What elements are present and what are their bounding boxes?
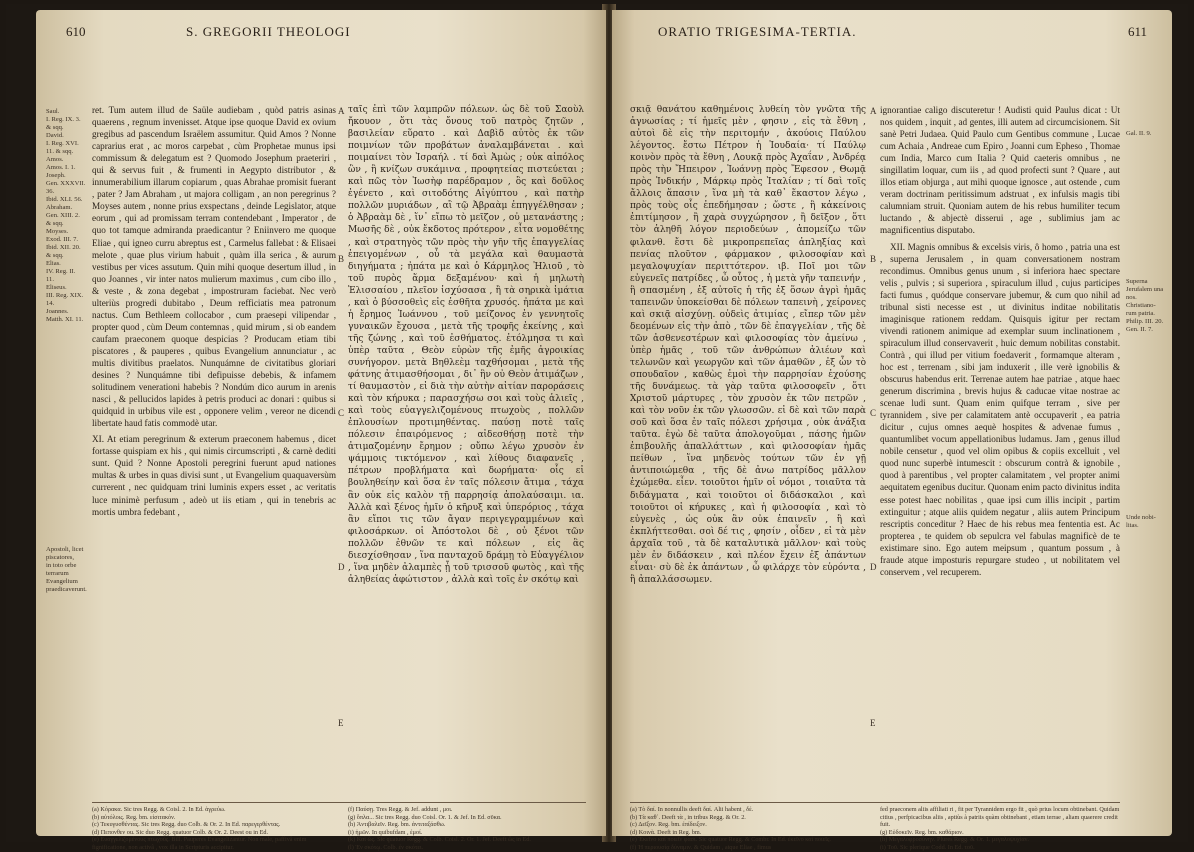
footnote-rule (630, 802, 1120, 803)
right-footnotes-greek: (a) Τὸ δαί. In nonnullis deeft δαί. Alii habent , δέ. (b) Τὰ καθ᾽. Deeft τὰ , in tribus Regg. & Or. 2. (c) Δεῖξον. Reg. bm. ἐπίδειξον. (d) Κοινὰ. Deeft in Reg. bm. (e) Ἐκεῖνο καὶ ποιεῖν φασι. Sic quatuor Regg. & Combr. In Ed. ἐκεῖνο καὶ ποιεῖς. (f) Ἠ περιουσίᾳ δύναμιν. & Quidam , atque Eliae , fimus (630, 806, 831, 851)
column-letter: D (870, 562, 877, 572)
column-letter: A (338, 106, 345, 116)
right-greek-column: σκιᾷ θανάτου καθημένοις λυθείη τὸν γνῶτα τῆς ἀγνωσίας ; τί ἡμεῖς μὲν , φησιν , εἰς τὰ ἔθνη , αὐτοὶ δὲ εἰς τὴν περιτομήν , ἀκούοις Παύλου λέγοντος. ἔστω Πέτρον ἡ Ἰουδαία· τί Παύλῳ κοινὸν πρὸς τὰ ἔθνη , Λουκᾷ πρὸς Ἀχαΐαν , Ἀνδρέᾳ πρὸς τὴν Ἤπειρον , Ἰωάννῃ πρὸς Ἔφεσον , Θωμᾷ πρὸς Ἰνδικήν , Μάρκῳ πρὸς Ἰταλίαν ; τί δαὶ τοῖς ἄλλοις ἅπασιν , ἵνα μὴ τὰ καθ᾽ ἕκαστον λέγω , πρὸς τοὺς οἷς ἐπεδήμησαν ; ὥστε , ἢ κἀκείνοις ἐπιτίμησον , ἢ χαρὰ συγχώρησον , ἢ δεῖξον , ὅτι τὸν ἀληθῆ λόγον περιοδεύων , ἀπομείζω τῶν φιλανθ. ἔστι δὲ μικροπρεπεῖας ἀπληξίας καὶ πενίας πλοῦτον , φάρμακον , φιλοσοφίαν καὶ μεγαλοψυχίαν περιττότερον. ιβ. Ποῖ μοι τῶν εὐγενεῖς πατρίδες , ὦ οὗτος , ἡ μετὰ γῆν ταπεινήν , ἣ σπασμένη , ἐξ αὐτοῖς ἡ τῆς ἐξ ὅσων ἀγρὶ ἡμᾶς ταπεινῶν ὑποκείσθαι δὲ πόλεων ταπεινὴ , χείρονες καὶ σκιᾷ αἰσχύνῃ. οὐδεὶς ἀτιμίας , εἴπερ τῶν μὲν δεομένων εἰς τὴν ἀπὸ , τῶν δὲ ἐπαγγελίαν , τῆς δὲ τῶν ἀσθενεστέρων καὶ φιλοσοφίας τὸν ἀμείνω , ὑπὲρ ἡμᾶς , τοῦ τῶν ἀνθρώπων ἁλιέων καὶ τελωνῶν καὶ γεωργῶν καὶ τῶν ἀμαθῶν , ἐξ ὧν τὸ σπουδαῖον , καθὼς ἐμοὶ τὴν παρρησίαν ἐχούσης τῆς δυνάμεως. τὰ γὰρ ταῦτα φιλοσοφεῖν , ὅτι Χριστοῦ μάρτυρες , τὸν χρυσὸν ἐκ τῶν πετρῶν , καὶ τὸν νοῦν ἐκ τῶν γλωσσῶν. εἰ δὲ καὶ τῶν παρὰ σοῦ καὶ ὅσα ἐν ταῖς πόλεσι χρήσιμα , οὐκ ἀνάξια ταῦτα. ἐγὼ δὲ ταῦτα ἀπολογοῦμαι , πάσης ἡμῶν ἐπιβουλῆς ἀπαλλάττων , καὶ φιλοσοφίαν ἡμᾶς πείθων , ἵνα μηδενὸς τούτων τῶν ἐν γῇ ἀντιποιώμεθα , τῆς δὲ ἀνω πατρίδος μᾶλλον ἐχώμεθα. εἶεν. τοιοῦτοι ἡμῖν οἱ νόμοι , τοιαῦτα τὰ διδάγματα , καὶ τοιοῦτοι οἱ διδάσκαλοι , καὶ τοιοῦτοι οἱ κήρυκες , καὶ ἡ φιλοσοφία , καὶ τὸ εὐγενὲς , ὡς οὐκ ἂν οὐκ ἐπαινεῖν , ἢ καὶ ἐκπλήττεσθαι. σοὶ δέ τις , φησίν , οἶδεν , εἰ τὰ μὲν ἀρχαῖα τοῦ , τὰ δὲ καταλυτικὰ μᾶλλον· καὶ τοὺς μὲν ἐν διδάσκειν , καὶ πλέον ἔχειν ἐξ ἁπάντων εἶναι· σὺ δὲ ἐκ ἀπάντων , ὦ φιλάρχε τὸν εὑρόντα , ἢ ἀπαλλάσσωμεν. (630, 105, 866, 585)
latin-paragraph: ret. Tum autem illud de Saüle audiebam , quòd patris asinas quaerens , regnum invenisset. Atque ipse quoque David ex ovium gregibus ad pascendum Israëlem assumitur. Quid Amos ? Nonne caprarius erat , ac moros carpebat , cùm Prophetae munus ipsi commissum & delegatum est ? Quomodo Josephum praeteriri , qui & servus fuit , & frumenti in Aegypto distributor , & innumerabilium illarum copiarum , quas Abrahae promisit fuerant , pater ? Jam Abraham , ut majora colligam , an non peregrinus ? Moyses autem , nonne prius exspectans , deinde Legislator, atque eorum , qui ad promissam terram contendebant , Imperator , de quo tot tamque admiranda praedicantur ? Eniinvero me quoque Eliae , qui igneo curru abreptus est , Carmelus fallebat : & Elisaei melote , quae plus virium habuit , quàm illa serica , & aurum vestibus per vices assutum. Quin mihi quoque desertum illud , in quo Joannes , vir inter natos mulierum maximus , cum cibo illo , & veste , & zona degebat , impostruram faciebat. Nec verò ulteriùs progredi dubitabo , Deum refficiatis mea patronum nactus. Cum Bethleem collocabor , cum praesepi vilipendar , propter quod , cùm Deum contemnas , quid mirum , si ob eandem caufam praeconem quoque despicias ? Producam etiam tibi piscatores , & pauperes , quibus Evangelium annunciatur , ac multis divitibus praelatos. Nunquámne de civitatibus gloriari desines ? Nunquámne tibi defipuisse debebis, & infamem solitudinem venerationi habebis ? Nondúm dico aurum in arenis nasci , & pellucidos lapides à petris produci ac donari : quibus si quidquid in urbibus vile est , opponere velim , vereor ne dicendi libertate haud fatis commodè utar. (92, 105, 336, 429)
column-letter: A (870, 106, 877, 116)
left-footnotes-greek: (f) Παύσῃ. Tres Regg. & Jef. addunt , μοι. (g) ὅπλα... Sic tres Regg. duo Coisl. Or. 1. & Jef. In Ed. σῦκα. (h) Ἀντιβαλεῖν. Reg. bm. ἀντιταξάσθω. (i) ἡμῶν. In quibufdam , ἐμοί. (k) Καὶ ὥς. Sic quatuor Regg. & Colb. Coisl. 2. Or. 1. Jef. Deeft ὥς in Ed. (l) Ἐν σκότῳ. Colb. ἐν σκότει. (348, 806, 531, 851)
latin-paragraph: XII. Magnis omnibus & excelsis viris, ô homo , patria una est , superna Jerusalem , in quam conversationem nostram recondimus. Omnibus genus unum , si inferiora haec spectare velis , pulvis ; si superiora , spiraculum illud , cujus participes facti fumus , quódque conservare jubemur, & cum quo nihil ad tribunal sisti necesse est , ut divinitus inditae nobilitatis imaginisque rationem reddam. Quisquis igitur per rectam vivendi rationem animique ad exemplar suum inclinationem , spiraculum illud conservaverit , huic demum nobilitas constabit. Contrà , qui illud per vitium foedaverit , formamque alteram , hoc est , terrenam , sibi jam induxerit , ille verè ignobilis & obscurus habendus erit. Terrenae autem hae patriae , atque haec generum discrimina , brevis hujus & caducae vitae nostrae ac scenae ludi sunt. Quam enim quifque terram , sive per tyrannidem , sive per calamitatem antè occupaverit , ea patria dicitur , cujus omnes aequè hospites & advenae fumus , quantumlibet vocum appellationibus ludamus. Jam , genus illud nobile censetur , quod vel olim opibus & copiis excelluit , vel quod nunc superbè intumescit : obscurum contrà & ignobile , quod à parentibus , vel propter calamitatem , vel propter animi aequitatem egenibus ducitur. Quonam enim pacto divinitus indita esse potest haec nobilitas , quae ipsi cum illis incipit , partim extinguitur ; atque aliis quidem negatur , aliis autem Principum rescriptis conceditur ? Haec de his rebus mea fententia est. Ac propterea , te quidem ob sepulcra vel fabulas magnificè de te existimare sino. Ego autem meipsum , quantum possum , à fraude atque imposturis repurgare studeo , ut nobilitatem vel conservem , vel recuperem. (880, 241, 1120, 577)
footnote-rule (92, 802, 586, 803)
column-letter: B (338, 254, 345, 264)
left-margin-notes: Saul. I. Reg. IX. 3. & sqq. David. I. Reg. XVI. 11. & sqq. Amos. Amos. I. 1. Joseph. Gen. XXXVII. 36. Ibid. XLI. 56. Abraham. Gen. XIII. 2. & sqq. Moyses. Exod. III. 7. Ibid. XII. 20. & sqq. Elias. IV. Reg. II. 11. Eliseus. III. Reg. XIX. 14. Joannes. Matth. XI. 11. (46, 108, 86, 323)
column-letter: C (870, 408, 877, 418)
left-page-number: 610 (66, 24, 86, 39)
right-page (612, 10, 1172, 851)
latin-paragraph: ignorantiae caligo discuteretur ! Audisti quid Paulus dicat : Ut nos quidem , inquit , ad gentes, illi autem ad circumcisionem. Sit sanè Petri Judaea. Quid Paulo cum Gentibus commune , Lucae cum Achaia , Andreae cum Epiro , Joanni cum Epheso , Thomae cum India, Marco cum Italia ? Quid caeteris omnibus , ne singillatim loquar, cum iis , ad quod profecti sunt ? Quare , aut illos etiam objurga , aut mihi quoque ignosce , aut ostende , cum veram doctrinam peritissimum adstruat , ex infulsis magis tibi calumniam struit. Quoniam autem de his rebus humiliter tecum luctando , & abjectè disserui , age , sublimius jam ac magnificentius disputabo. (880, 105, 1120, 236)
latin-paragraph: XI. At etiam peregrinum & exterum praeconem habemus , dicet fortasse quispiam ex his , qui nimis circumscripti , & carnè dediti sunt. Quid ? Nonne Apostoli peregrini fuerunt apud nationes multas & urbes in quas divisi sunt , ut Evangelium quaquaversùm currerent , nec quidquam trini luminis expers esset , ac veritatis luce minimè perfusum , adeò ut iis etiam , qui in tenebris ac mortis umbra fedebant , (92, 434, 336, 517)
column-letter: E (870, 718, 876, 728)
column-letter: E (338, 718, 344, 728)
right-margin-notes: Gal. II. 9. Superna Jerufalem una nos. Christiano- rum patria. Philip. III. 20. Gen. II. 7. Unde nobi- litas. (1126, 130, 1164, 529)
column-letter: B (870, 254, 877, 264)
right-page-number: 611 (1128, 24, 1148, 39)
left-margin-notes-apostles: Apostoli, licet piscatores, in toto orbe terrarum Evangelium praedicaverunt. (46, 546, 87, 593)
left-page (36, 10, 606, 851)
column-letter: C (338, 408, 345, 418)
right-latin-column (880, 104, 1120, 800)
left-footnotes-latin: (a) Κόρακα. Sic tres Regg. & Coisl. 2. In Ed. ἀγρεύω. (b) αὐτόλοις. Reg. bm. εἰσιτακόν. (c) Τεκυγυσθέντας. Sic tres Regg. duo Colb. & Or. 2. In Ed. παρεγερθέντας. (d) Πεπονθεν ou. Sic duo Regg. quatuor Colb. & Or. 2. Deest ou in Ed. (e) Ευαγγελιζομένους πτωχοὺς. Bill. Pauperes Evangelizantur. Non male, paffivâ enim fignificatione, non activâ , vox illa in Scripturis accipitur. (92, 806, 307, 851)
book-spread (6, 4, 1188, 851)
left-latin-column (92, 104, 336, 800)
right-running-head: ORATIO TRIGESIMA-TERTIA. (658, 24, 857, 39)
column-letter: D (338, 562, 345, 572)
left-greek-column: ταῖς ἐπὶ τῶν λαμπρῶν πόλεων. ὡς δὲ τοῦ Σαοὺλ ἤκουον , ὅτι τὰς ὄνους τοῦ πατρὸς ζητῶν , βασιλείαν εὕρατο . καὶ Δαβὶδ αὐτὸς ἐκ τῶν ποιμνίων τῶν προβάτων ἀναλαμβάνεται . καὶ ποιμαίνει τὸν Ἰσραήλ . τί δαὶ Ἀμὼς ; οὐκ αἰπόλος ὢν , ἢ κνίζων συκάμινα , προφητείας πιστεύεται ; καὶ πῶς τὸν Ἰωσὴφ παρέδραμον , ὃς καὶ δοῦλος ἐγένετο , καὶ σιτοδότης Αἰγύπτου , καὶ πατὴρ πολλῶν μυριάδων , αἳ τῷ Ἀβραὰμ ἐπηγγέλθησαν ; ὁ Ἀβραὰμ δὲ , ἵν᾽ εἴπω τὸ μεῖζον , οὐ μετανάστης ; Μωσῆς δὲ , οὐκ ἔκδοτος πρότερον , εἶτα νομοθέτης , καὶ στρατηγὸς τῶν πρὸς τὴν γῆν τῆς ἐπαγγελίας ἐπειγομένων , οὗ τὰ μεγάλα καὶ θαυμαστὰ διηγήματα ; ἠπάτα με καὶ ὁ Κάρμηλος Ἠλιοῦ , τὸ τοῦ πυρὸς ἅρμα δεξαμένου· καὶ ἡ μηλωτὴ Ἐλισσαίου , πλεῖον ἰσχύσασα , ἢ τὰ σηρικὰ ἱμάτια , καὶ ὁ βύσσοθεὶς εἰς ἐσθῆτα χρυσός. ἠπάτα με καὶ ἡ ἔρημος Ἰωάννου , τοῦ μείζονος ἐν γεννητοῖς γυναικῶν ἔχουσα , μετὰ τῆς τροφῆς ἐκείνης , καὶ τῆς ζώνης , καὶ τοῦ ἐσθήματος. ἐτόλμησα τι καὶ ὑπὲρ ταῦτα , Θεὸν εὑρὼν τῆς ἐμῆς ἀγροικίας συνήγορον. μετὰ Βηθλεὲμ ταχθήσομαι , μετὰ τῆς φάτνης ἀτιμασθήσομαι , δι᾽ ἣν οὐ Θεὸν ἀτιμάζων , τί θαυμαστὸν , εἰ διὰ τὴν αὐτὴν αἰτίαν παροράσεις καὶ τὸν κήρυκα ; παρασχήσω σοι καὶ τοὺς ἁλιεῖς , καὶ τοὺς εὐαγγελιζομένους πτωχοὺς , πολλῶν ἐπλουσίων προτιμηθέντας. παύσῃ ποτὲ ταῖς πόλεσιν ἐπαιρόμενος ; αἰδεσθήσῃ ποτὲ τὴν ἀτιμαζομένην ἔρημον ; οὔπω λέγω χρυσὸν ἐν ψάμμοις τικτόμενον , καὶ λίθους διαφανεῖς , πέτρων προβλήματα καὶ δωρήματα· οἷς εἰ βουληθείην καὶ ὅσα ἐν ταῖς πόλεσιν ἄτιμα , τάχα ἂν οὐκ εἰς καλὸν τῇ παρρησίᾳ ἀπολαύσαιμι. ια. Ἀλλὰ καὶ ξένος ἡμῖν ὁ κῆρυξ καὶ ὑπερόριος , τάχα ἂν εἴποι τις τῶν ἄγαν περιγεγραμμένων καὶ φιλοσάρκων. οἱ Ἀπόστολοι δὲ , οὐ ξένοι τῶν πολλῶν ἐθνῶν τε καὶ πόλεων , εἰς ἃς διεσχίσθησαν , ἵνα πανταχοῦ δράμῃ τὸ Εὐαγγέλιον , ἵνα μηδὲν ἀλαμπὲς ᾖ τοῦ τρισσοῦ φωτὸς , καὶ τῆς ἀληθείας ἀφώτιστον , ἀλλὰ καὶ τοῖς ἐν σκότῳ καὶ (348, 105, 584, 585)
left-running-head: S. GREGORII THEOLOGI (186, 24, 351, 39)
right-footnotes-latin: fed praeconem aliis affiliati ri , fit per Tyrannidem ergo fit , quò prius locum obtinebant. Quidam citius , perfpicacibus aliis , aptiùs à patriis quàm obtinebant , etiam terrae , aliam quaerere credit fuit. (g) Εὐδοκεῖν. Reg. bm. καθάριον. (h) Μεγαλοφροσύνην. Plures Regg. & Or. 1. μεγαλοψυχίαν. (i) Τοῦ. Sic plerique Codd. In Ed. τοῦ. (880, 806, 1120, 851)
